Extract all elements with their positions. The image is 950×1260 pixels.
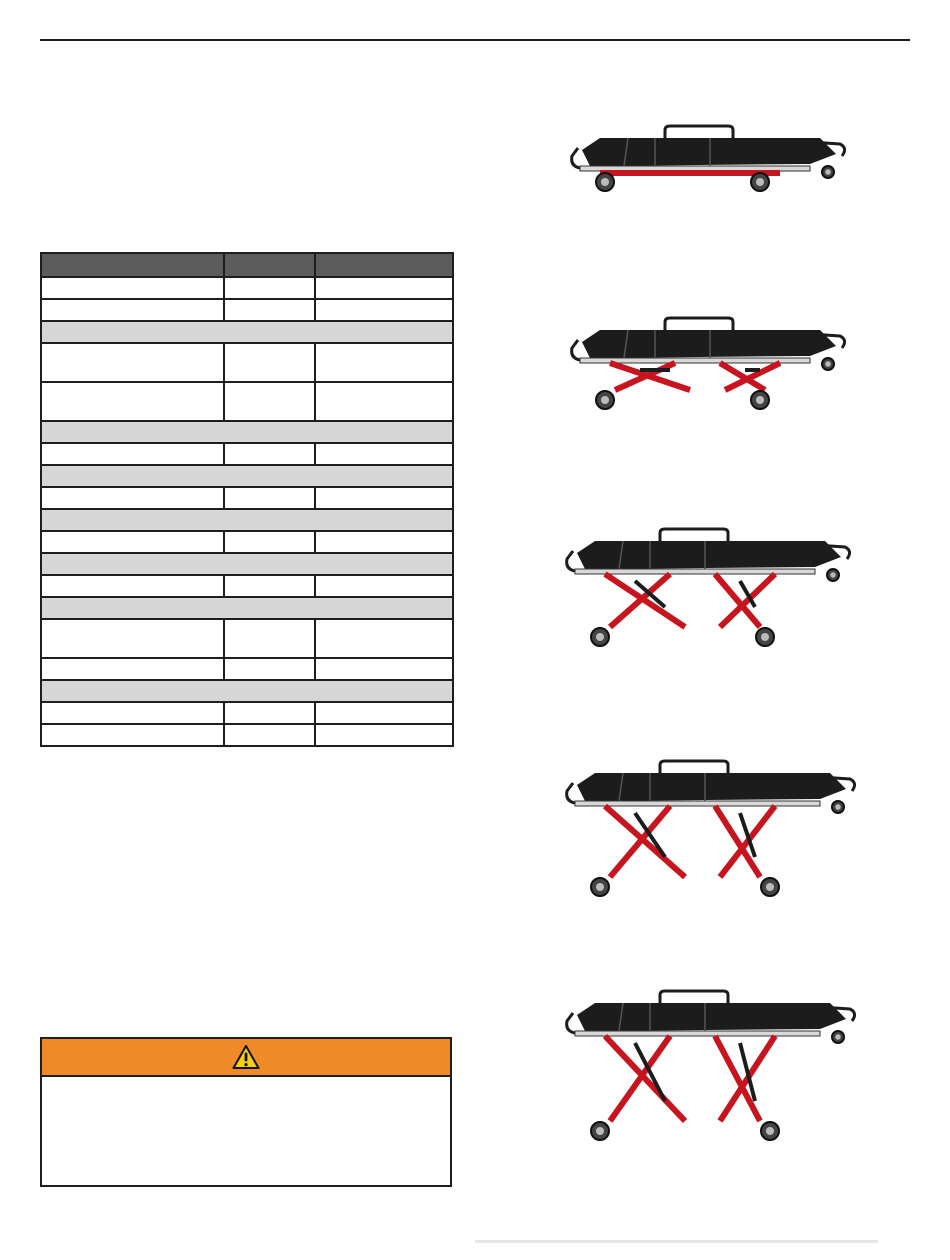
wheel-hub <box>601 178 609 186</box>
table-section-row <box>41 321 453 343</box>
wheel-hub <box>601 396 609 404</box>
table-row <box>41 575 453 597</box>
stretcher-image-low <box>560 312 850 432</box>
table-section-row <box>41 553 453 575</box>
table-section-row <box>41 597 453 619</box>
table-section-row <box>41 421 453 443</box>
table-row <box>41 531 453 553</box>
table-header-row <box>41 253 453 277</box>
table-row <box>41 343 453 382</box>
wheel-hub <box>835 1034 840 1039</box>
head-handle <box>567 551 575 571</box>
leg <box>715 806 760 877</box>
stretcher-image-folded <box>560 120 850 215</box>
mattress-deck <box>577 1003 846 1031</box>
wheel-hub <box>825 361 830 366</box>
header-rule <box>40 39 910 41</box>
table-row <box>41 619 453 658</box>
leg <box>720 806 775 877</box>
wheel-hub <box>761 633 769 641</box>
table-row <box>41 702 453 724</box>
mattress-deck <box>577 541 841 569</box>
wheel-hub <box>830 572 835 577</box>
table-section-row <box>41 509 453 531</box>
wheel-hub <box>596 883 604 891</box>
table-header-cell <box>224 253 315 277</box>
warning-header <box>42 1039 450 1077</box>
table-row <box>41 487 453 509</box>
frame-bar <box>575 801 820 806</box>
table-row <box>41 443 453 465</box>
wheel-hub <box>766 1127 774 1135</box>
table-section-row <box>41 465 453 487</box>
table-header-cell <box>315 253 453 277</box>
table-row <box>41 658 453 680</box>
wheel-hub <box>756 178 764 186</box>
footer-rule <box>475 1240 878 1243</box>
frame-bar <box>575 1031 820 1036</box>
stretcher-image-max <box>555 985 860 1145</box>
wheel-hub <box>825 169 830 174</box>
head-handle <box>572 340 580 360</box>
warning-body <box>42 1077 450 1097</box>
wheel-hub <box>766 883 774 891</box>
table-header-cell <box>41 253 224 277</box>
mattress-deck <box>582 330 836 358</box>
head-handle <box>567 1013 575 1033</box>
warning-box <box>40 1037 452 1187</box>
leg <box>720 574 775 627</box>
table-row <box>41 724 453 746</box>
mattress-deck <box>577 773 846 801</box>
leg <box>715 1036 760 1121</box>
table-row <box>41 299 453 321</box>
stretcher-image-high <box>555 755 860 905</box>
table-row <box>41 382 453 421</box>
specification-table <box>40 252 454 747</box>
table-row <box>41 277 453 299</box>
head-handle <box>567 783 575 803</box>
stretcher-image-mid <box>555 523 855 663</box>
wheel-hub <box>596 1127 604 1135</box>
table-section-row <box>41 680 453 702</box>
wheel-hub <box>596 633 604 641</box>
wheel-hub <box>756 396 764 404</box>
head-handle <box>572 148 580 168</box>
wheel-hub <box>835 804 840 809</box>
warning-triangle-icon <box>232 1044 260 1070</box>
frame-bar <box>575 569 815 574</box>
mattress-deck <box>582 138 836 166</box>
